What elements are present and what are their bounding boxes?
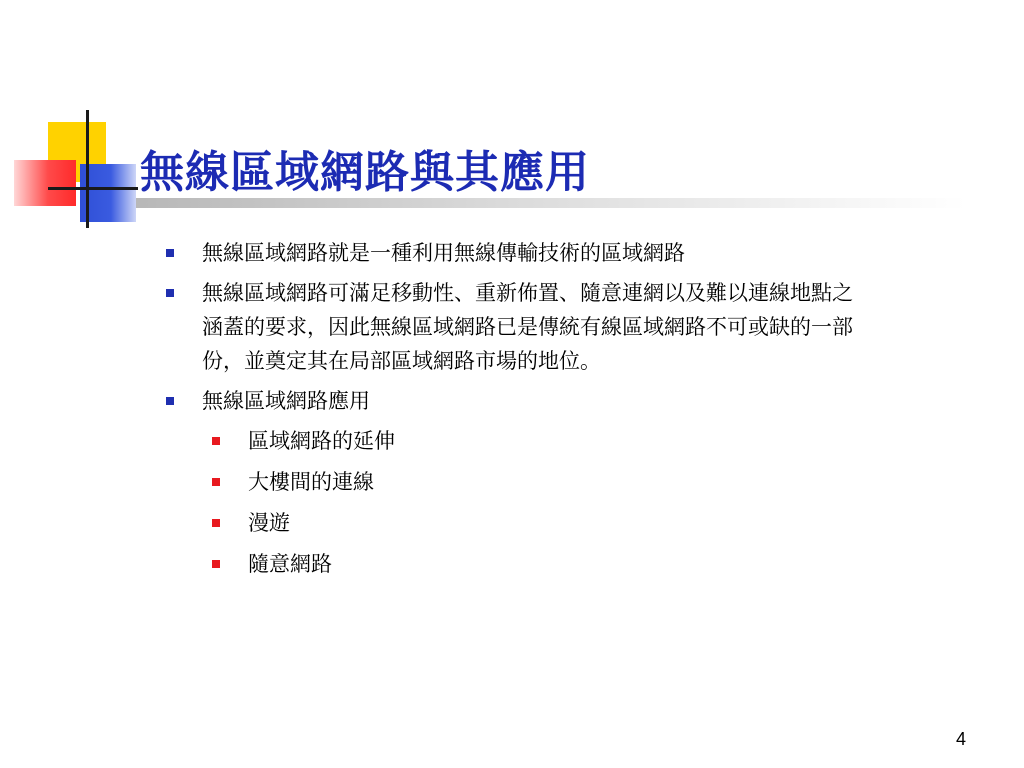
square-bullet-icon	[166, 397, 174, 405]
square-bullet-icon	[212, 478, 220, 486]
square-bullet-icon	[212, 437, 220, 445]
bullet-item	[160, 236, 880, 270]
square-bullet-icon	[166, 249, 174, 257]
bullet-item	[160, 384, 880, 418]
page-number: 4	[955, 729, 966, 749]
sub-bullet-item	[206, 547, 880, 581]
bullet-text: 無線區域網路就是一種利用無線傳輸技術的區域網路	[202, 241, 685, 265]
logo-red-square	[14, 160, 76, 206]
slide-title: 無線區域網路與其應用	[140, 147, 590, 198]
title-underline	[136, 198, 966, 208]
square-bullet-icon	[166, 289, 174, 297]
logo-vertical-line	[86, 110, 89, 228]
sub-bullet-item	[206, 465, 880, 499]
sub-bullet-item	[206, 506, 880, 540]
bullet-list	[160, 236, 880, 588]
sub-bullet-text: 隨意網路	[248, 552, 332, 576]
sub-bullet-text: 漫遊	[248, 511, 290, 535]
bullet-text: 無線區域網路應用	[202, 389, 370, 413]
square-bullet-icon	[212, 519, 220, 527]
bullet-item	[160, 276, 880, 378]
logo-horizontal-line	[48, 187, 138, 190]
bullet-text: 無線區域網路可滿足移動性、重新佈置、隨意連網以及難以連線地點之涵蓋的要求，因此無線區域網路已是傳統有線區域網路不可或缺的一部份，並奠定其在局部區域網路市場的地位。	[202, 281, 853, 373]
sub-bullet-text: 區域網路的延伸	[248, 429, 395, 453]
sub-bullet-text: 大樓間的連線	[248, 470, 374, 494]
sub-bullet-item	[206, 424, 880, 458]
square-bullet-icon	[212, 560, 220, 568]
